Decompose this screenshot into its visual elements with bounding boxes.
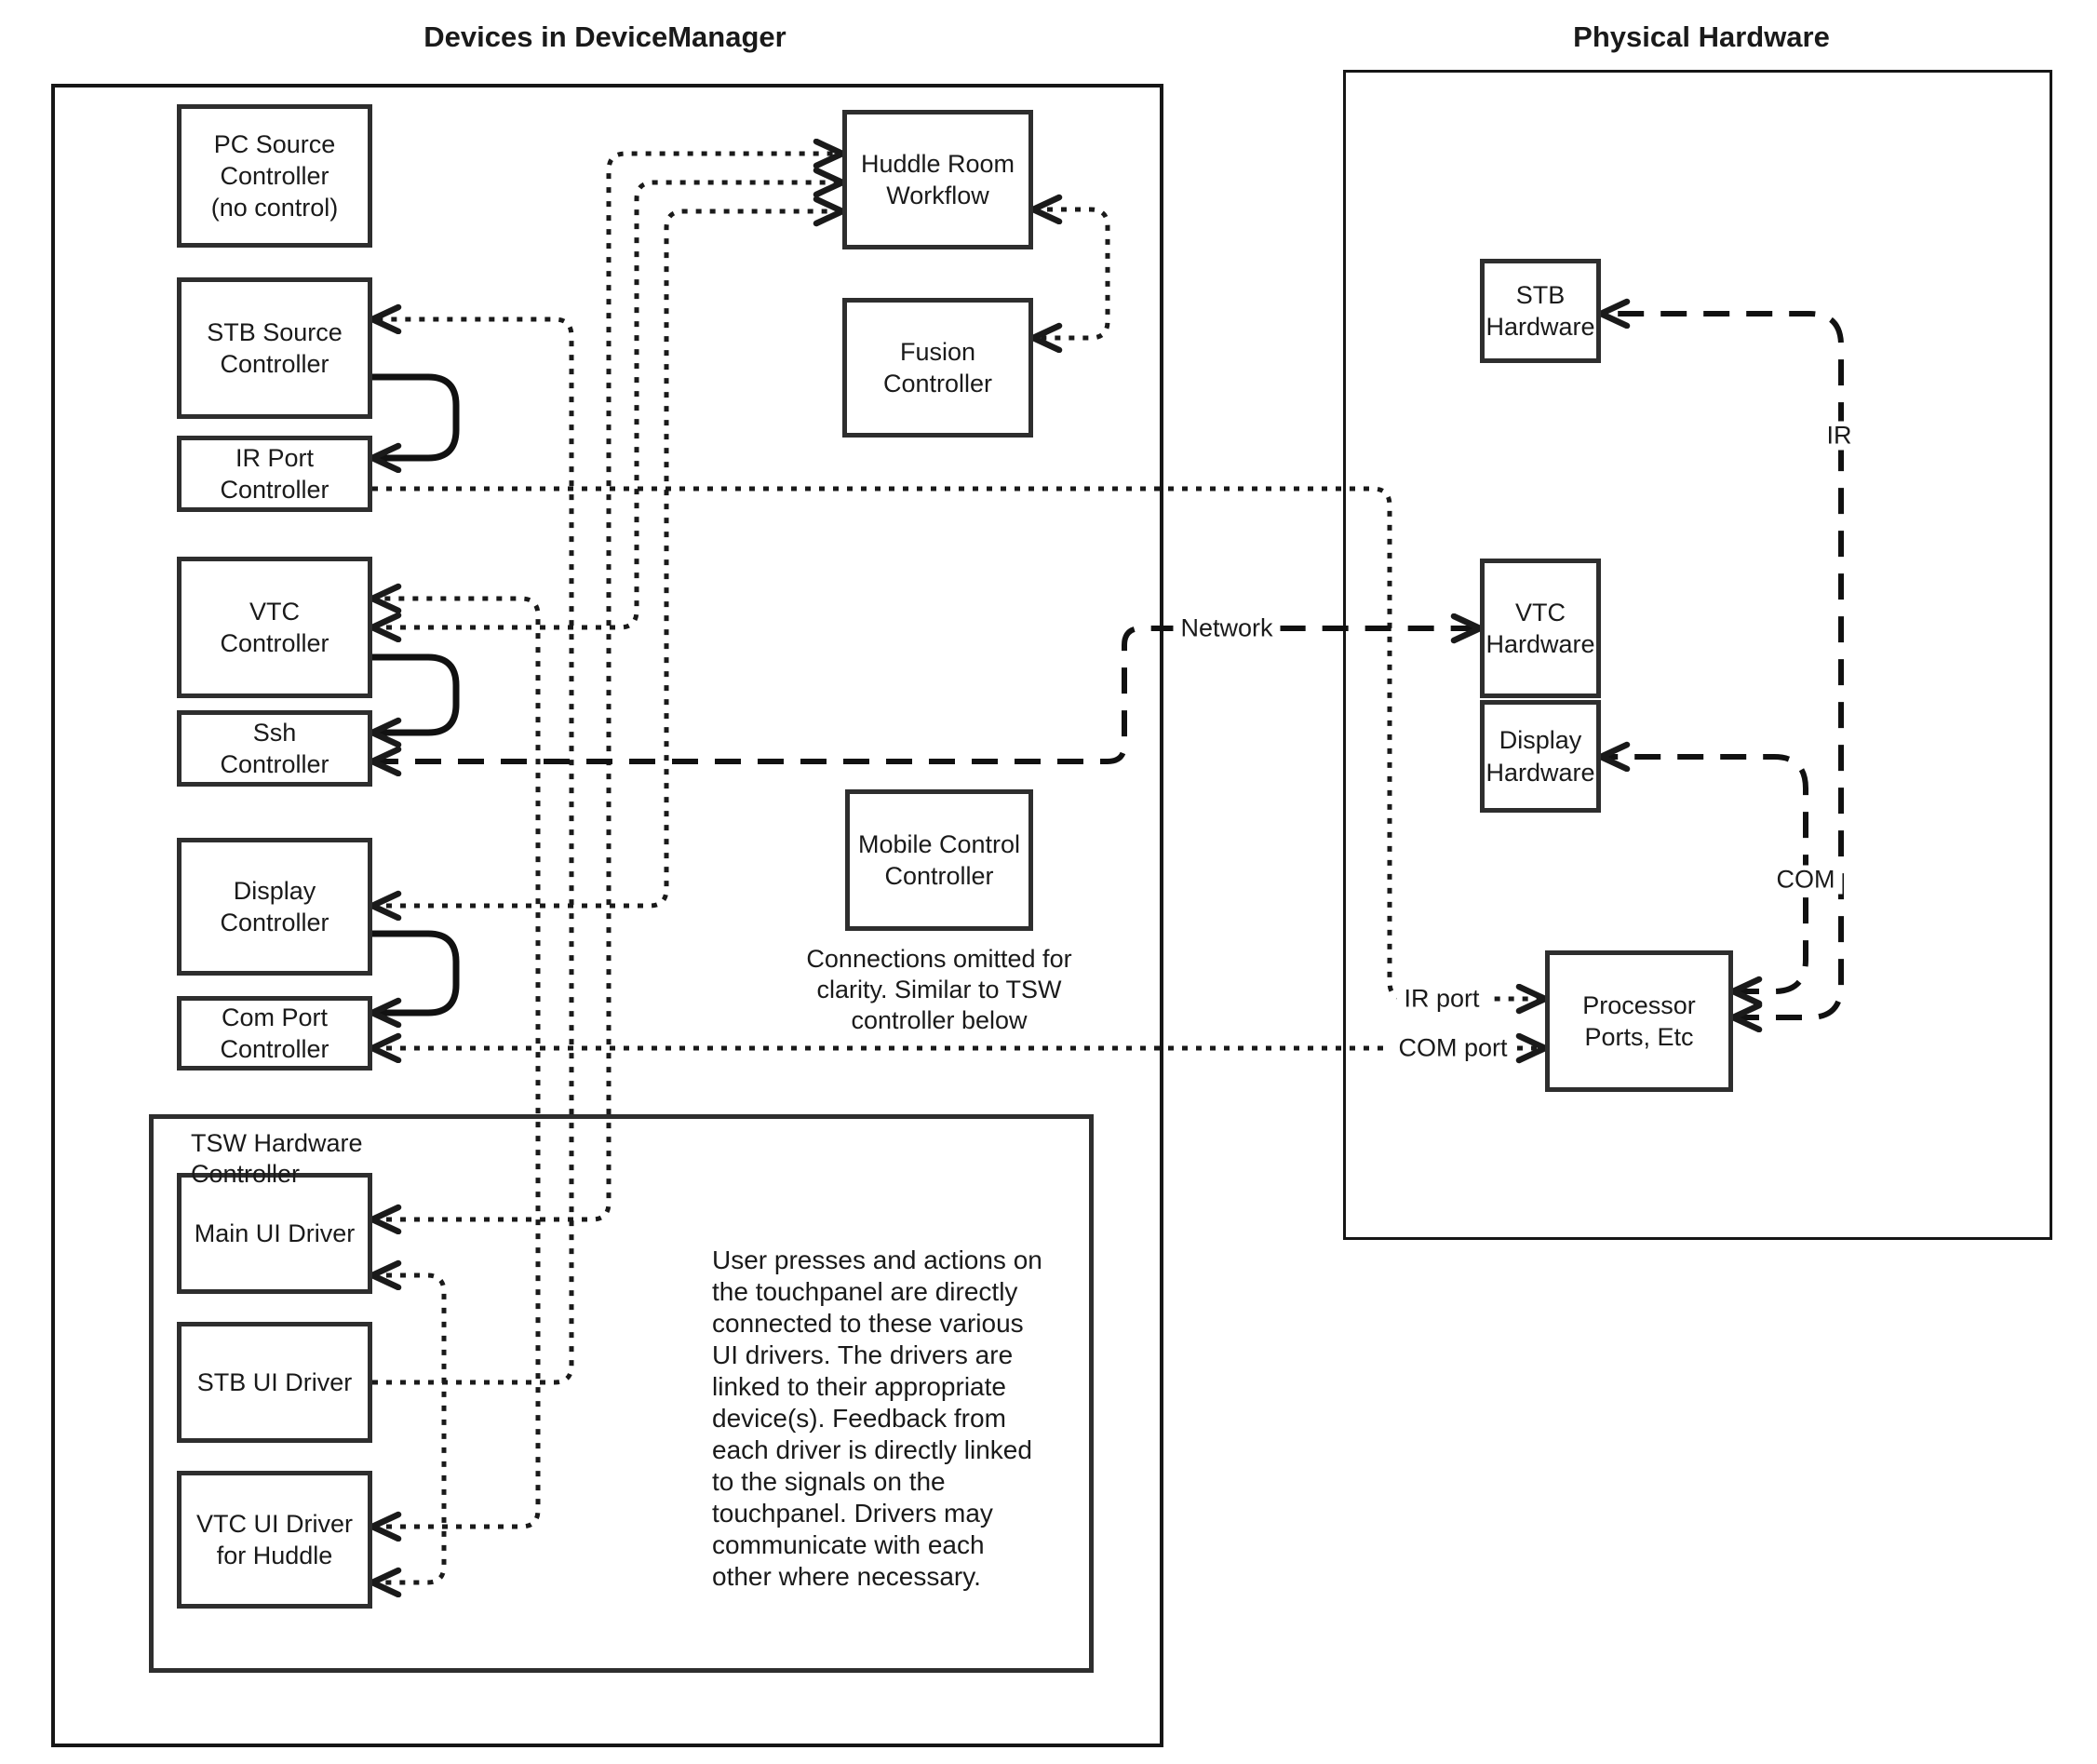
node-fusion-controller: Fusion Controller <box>842 298 1033 438</box>
com-edge-label: COM <box>1769 866 1843 895</box>
node-stb-hardware: STB Hardware <box>1480 259 1601 363</box>
edge-vtc-controller-ssh <box>372 657 456 733</box>
edge-vtc-controller-huddle <box>372 182 842 627</box>
node-main-ui-driver: Main UI Driver <box>177 1173 372 1294</box>
node-ir-port-controller: IR Port Controller <box>177 436 372 512</box>
tsw-hardware-controller-label: TSW Hardware Controller <box>191 1129 363 1188</box>
node-vtc-hardware: VTC Hardware <box>1480 559 1601 698</box>
node-stb-source-controller: STB Source Controller <box>177 277 372 419</box>
node-huddle-room-workflow: Huddle Room Workflow <box>842 110 1033 249</box>
com-port-edge-label: COM port <box>1391 1034 1514 1063</box>
network-edge-label: Network <box>1173 614 1280 643</box>
edge-stb-source-ir-port <box>372 377 456 458</box>
node-pc-source-controller: PC Source Controller (no control) <box>177 104 372 248</box>
node-display-hardware: Display Hardware <box>1480 700 1601 813</box>
physical-hardware-title: Physical Hardware <box>1573 20 1830 53</box>
node-stb-ui-driver: STB UI Driver <box>177 1322 372 1443</box>
node-vtc-controller: VTC Controller <box>177 557 372 698</box>
ir-edge-label: IR <box>1820 422 1860 451</box>
node-processor-ports: Processor Ports, Etc <box>1545 950 1733 1092</box>
devicemanager-title: Devices in DeviceManager <box>423 20 786 53</box>
node-ssh-controller: Ssh Controller <box>177 710 372 787</box>
ui-driver-description-note: User presses and actions on the touchpanel are directly connected to these various UI drivers. The drivers are linked to their appropriate device(s). Feedback from each driver is directly linked to the signals on the touchpanel. Drivers may communicate with each other where necessary. <box>712 1246 1042 1591</box>
edge-main-ui-huddle <box>372 154 842 1219</box>
mobile-controller-note: Connections omitted for clarity. Similar to TSW controller below <box>806 945 1072 1034</box>
ir-port-edge-label: IR port <box>1396 985 1486 1014</box>
edge-display-controller-com-port <box>372 934 456 1013</box>
node-com-port-controller: Com Port Controller <box>177 996 372 1071</box>
node-mobile-control-controller: Mobile Control Controller <box>845 789 1033 931</box>
node-display-controller: Display Controller <box>177 838 372 976</box>
edge-huddle-fusion <box>1033 209 1108 338</box>
node-vtc-ui-driver-for-huddle: VTC UI Driver for Huddle <box>177 1471 372 1609</box>
